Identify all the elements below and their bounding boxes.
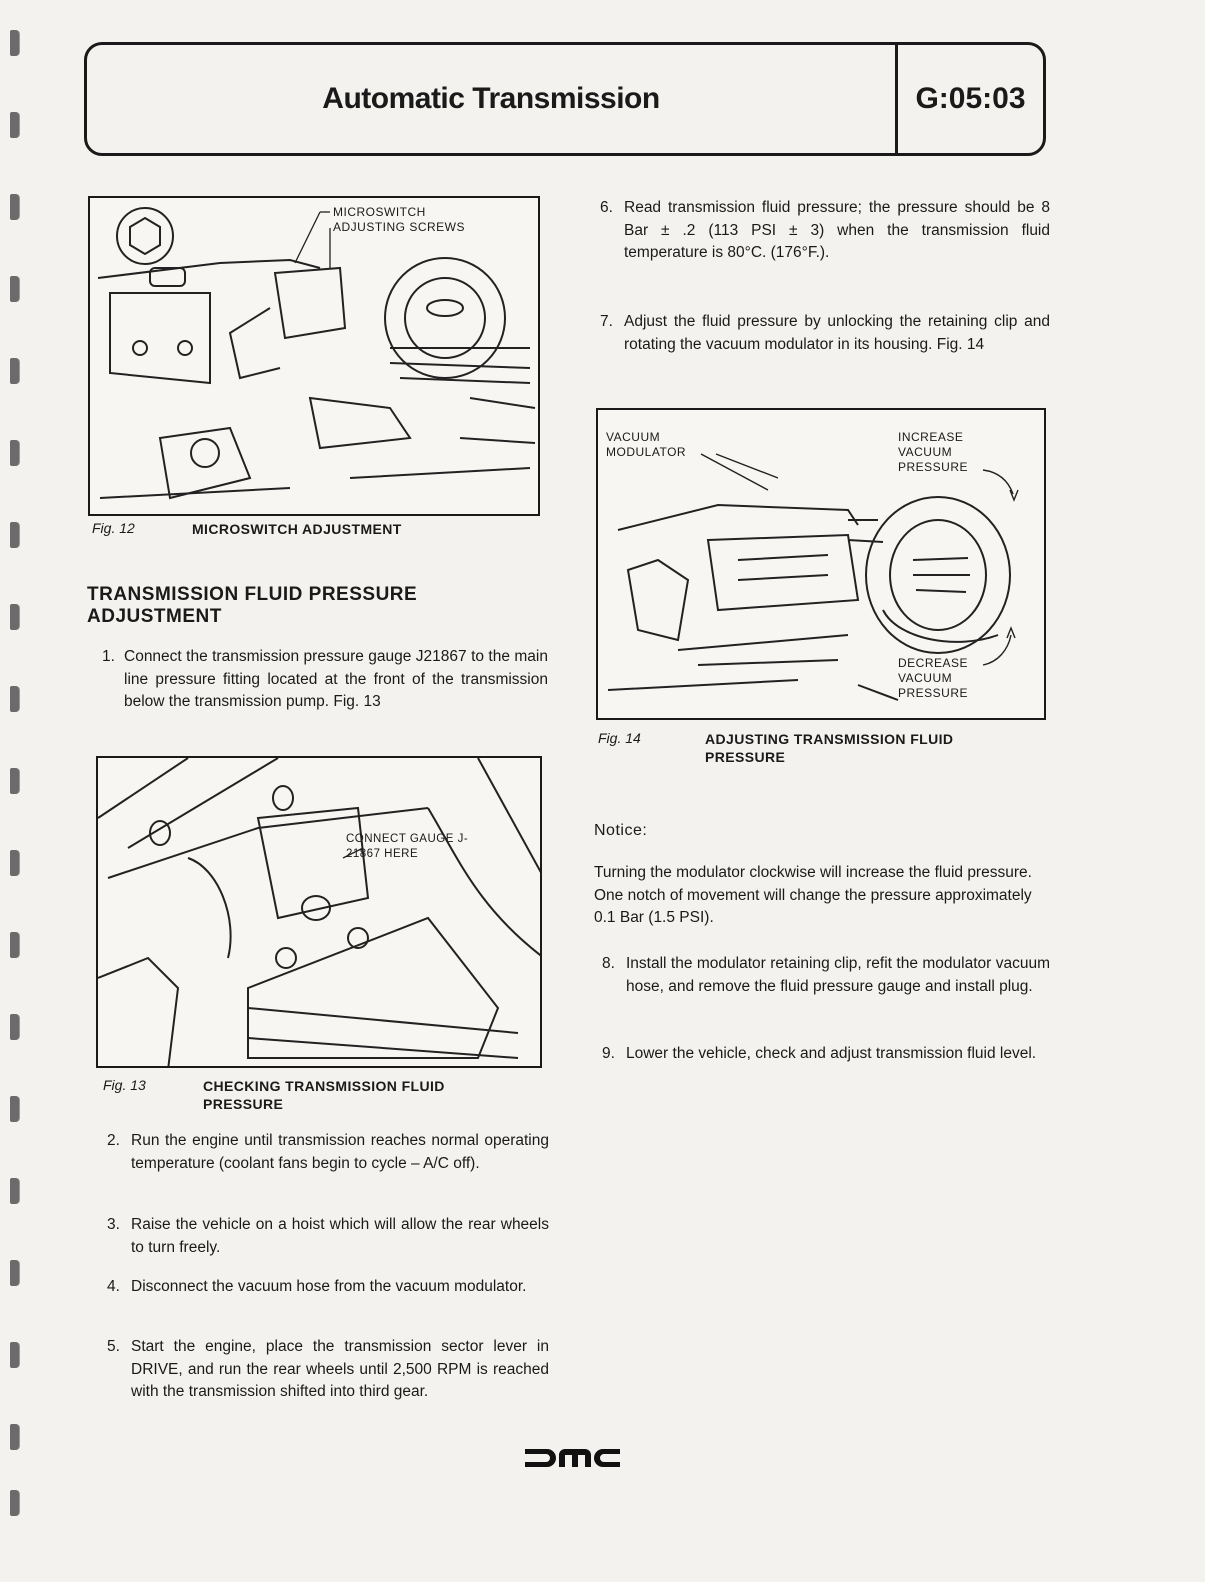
section-code: G:05:03 [915, 82, 1026, 115]
fig12-caption [92, 520, 532, 542]
step-6 [600, 197, 1050, 265]
fig13-callout: CONNECT GAUGE J-21867 HERE [346, 833, 469, 860]
binder-holes [10, 30, 30, 1570]
step-9 [602, 1043, 1050, 1066]
fig14-caption [598, 730, 1038, 770]
step-3 [107, 1214, 549, 1259]
page-header [84, 42, 1046, 156]
step-5 [107, 1336, 549, 1404]
section-heading: TRANSMISSION FLUID PRESSURE ADJUSTMENT [87, 584, 418, 627]
step-text: Disconnect the vacuum hose from the vacuum modulator. [131, 1278, 527, 1295]
fig12-title: MICROSWITCH ADJUSTMENT [192, 521, 402, 537]
step-text: Install the modulator retaining clip, refit the modulator vacuum hose, and remove the fluid pressure gauge and install plug. [626, 955, 1050, 995]
fig12-callout: MICROSWITCH ADJUSTING SCREWS [333, 205, 466, 234]
figure-12-illustration [88, 196, 540, 516]
pressure-fitting-drawing [98, 758, 542, 1068]
step-text: Lower the vehicle, check and adjust transmission fluid level. [626, 1045, 1037, 1062]
step-number: 1. [102, 648, 115, 665]
fig14-callout-increase: INCREASE VACUUM PRESSURE [898, 430, 969, 474]
fig13-caption [103, 1077, 543, 1117]
step-text: Raise the vehicle on a hoist which will allow the rear wheels to turn freely. [131, 1216, 549, 1256]
step-1 [102, 646, 548, 714]
step-2 [107, 1130, 549, 1175]
notice-title: Notice: [594, 822, 648, 839]
step-number: 9. [602, 1045, 615, 1062]
step-number: 5. [107, 1338, 120, 1355]
step-number: 6. [600, 199, 613, 216]
figure-13-illustration [96, 756, 542, 1068]
step-text: Connect the transmission pressure gauge J21867 to the main line pressure fitting located at the front of the transmission below the transmission pump. Fig. 13 [124, 648, 548, 710]
step-7 [600, 311, 1050, 356]
fig13-number: Fig. 13 [103, 1077, 146, 1093]
dmc-logo [525, 1447, 620, 1469]
step-8 [602, 953, 1050, 998]
step-text: Run the engine until transmission reaches normal operating temperature (coolant fans begin to cycle – A/C off). [131, 1132, 549, 1172]
microswitch-drawing [90, 198, 540, 516]
step-text: Read transmission fluid pressure; the pressure should be 8 Bar ± .2 (113 PSI ± 3) when the transmission fluid temperature is 80°C. (176°F.). [624, 199, 1050, 261]
page-title: Automatic Transmission [322, 82, 660, 115]
step-text: Adjust the fluid pressure by unlocking the retaining clip and rotating the vacuum modulator in its housing. Fig. 14 [624, 313, 1050, 353]
fig14-title: ADJUSTING TRANSMISSION FLUID PRESSURE [705, 731, 954, 765]
fig14-number: Fig. 14 [598, 730, 641, 746]
notice-body: Turning the modulator clockwise will increase the fluid pressure. One notch of movement will change the pressure approximately 0.1 Bar (1.5 PSI). [594, 864, 1032, 926]
step-4 [107, 1276, 549, 1299]
fig14-callout-modulator: VACUUM MODULATOR [606, 430, 687, 459]
figure-14-illustration [596, 408, 1046, 720]
fig13-title: CHECKING TRANSMISSION FLUID PRESSURE [203, 1078, 445, 1112]
step-number: 4. [107, 1278, 120, 1295]
step-text: Start the engine, place the transmission sector lever in DRIVE, and run the rear wheels until 2,500 RPM is reached with the transmission shifted into third gear. [131, 1338, 549, 1400]
step-number: 3. [107, 1216, 120, 1233]
fig12-number: Fig. 12 [92, 520, 135, 536]
step-number: 8. [602, 955, 615, 972]
fig14-callout-decrease: DECREASE VACUUM PRESSURE [898, 656, 969, 700]
step-number: 2. [107, 1132, 120, 1149]
step-number: 7. [600, 313, 613, 330]
